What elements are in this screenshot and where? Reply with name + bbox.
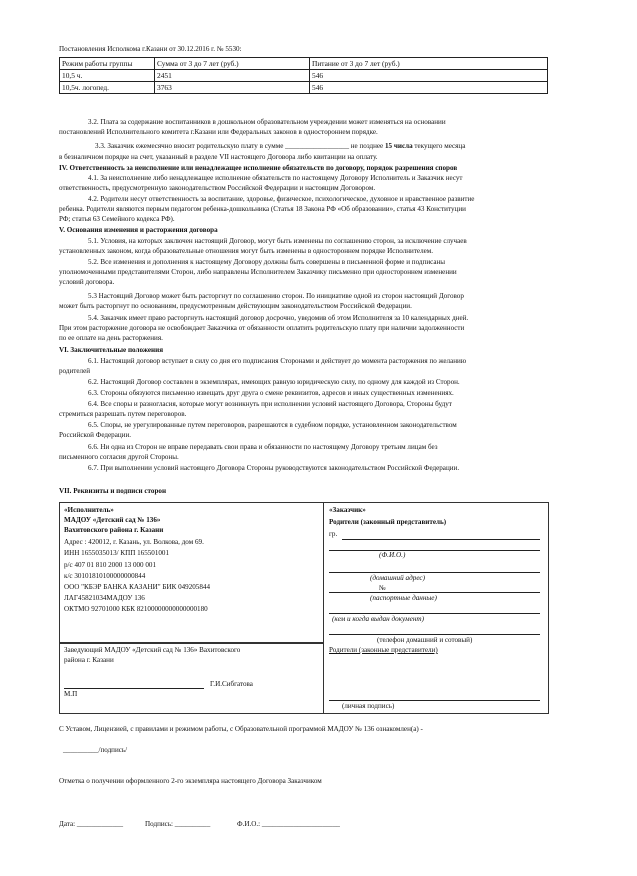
customer-box [323, 502, 549, 714]
header-food: Питание от 3 до 7 лет (руб.) [310, 58, 548, 70]
section-6-line: 6.6. Ни одна из Сторон не вправе передавать свои права и обязанности по настоящему Договору третьим лицам без [88, 443, 438, 451]
executor-account: р/с 407 01 810 2000 13 000 001 [64, 561, 157, 569]
executor-name-1: МАДОУ «Детский сад № 136» [64, 516, 161, 524]
cell-food: 546 [310, 70, 548, 82]
acknowledgement-signature[interactable]: __________/подпись/ [63, 746, 128, 754]
header-sum: Сумма от 3 до 7 лет (руб.) [155, 58, 310, 70]
customer-phone-caption: (телефон домашний и сотовый) [377, 636, 473, 644]
section-6-title: VI. Заключительные положения [59, 346, 164, 354]
cell-mode: 10,5ч. логопед. [60, 82, 155, 94]
customer-passport-line[interactable] [329, 592, 540, 593]
customer-address-caption: (домашний адрес) [370, 574, 426, 582]
table-row [60, 82, 548, 94]
customer-name-line[interactable] [342, 539, 540, 540]
section-5-line: 5.4. Заказчик имеет право расторгнуть настоящий договор досрочно, уведомив об этом Исполнителя за 10 календарных дней. [88, 314, 469, 322]
copy-receipt-note: Отметка о получении оформленного 2-го экземпляра настоящего Договора Заказчиком [59, 777, 322, 785]
customer-role: Родители (законный представитель) [329, 518, 447, 526]
section-4-line: ответственность, предусмотренную законодательством Российской Федерации и настоящим Договором. [59, 184, 376, 192]
executor-inn: ИНН 1655035013/ КПП 165501001 [64, 549, 170, 557]
section-5-line: 5.1. Условия, на которых заключен настоящий Договор, могут быть изменены по соглашению сторон, за исключение случаев [88, 237, 467, 245]
executor-address: Адрес : 420012, г. Казань, ул. Волкова, дом 69. [64, 538, 204, 546]
section-5-line: При этом расторжение договора не освобождает Заказчика от обязанности оплатить родительскую плату при наличии задолженности [59, 324, 465, 332]
para-3-2-line2: постановлений Исполнительного комитета г.Казани или Федеральных законов в одностороннем порядке. [59, 128, 378, 136]
section-5-line: может быть расторгнут по основаниям, предусмотренным действующим законодательством Российской Федерации. [59, 302, 412, 310]
section-6-line: 6.2. Настоящий Договор составлен в экземплярах, имеющих равную юридическую силу, по одному для каждой из Сторон. [88, 378, 460, 386]
customer-label: «Заказчик» [329, 506, 366, 514]
cell-sum: 2451 [155, 70, 310, 82]
customer-issued-line[interactable] [329, 613, 540, 614]
fio-field[interactable]: Ф.И.О.: ______________________ [237, 820, 340, 828]
cell-sum: 3763 [155, 82, 310, 94]
section-6-line: 6.7. При выполнении условий настоящего Договора Стороны руководствуются законодательством Российской Федерации. [88, 464, 460, 472]
section-6-line: 6.4. Все споры и разногласия, которые могут возникнуть при исполнении условий настоящего Договора, Стороны будут [88, 400, 452, 408]
head-signature-line[interactable] [64, 688, 204, 689]
section-4-line: РФ; статья 63 Семейного кодекса РФ). [59, 215, 175, 223]
customer-phone-line[interactable] [329, 634, 540, 635]
para-3-3-line1 [95, 142, 465, 152]
customer-passport-no: № [379, 584, 386, 592]
stamp-label: М.П [64, 690, 78, 698]
head-line-2: района г. Казани [64, 656, 114, 664]
date-field[interactable]: Дата: _____________ [59, 820, 123, 828]
signature-field[interactable]: Подпись: __________ [145, 820, 211, 828]
parent-signature-line[interactable] [329, 700, 540, 701]
para-3-3-line2: в безналичном порядке на счет, указанный в разделе VII настоящего Договора либо квитанции на оплату. [59, 153, 378, 161]
acknowledgement: С Уставом, Лицензией, с правилами и режимом работы, с Образовательной программой МАДОУ № 136 ознакомлен(а) - [59, 725, 423, 733]
executor-name-2: Вахитовского района г. Казани [64, 526, 164, 534]
customer-gr-label: гр. [329, 530, 338, 538]
section-6-line: родителей [59, 367, 91, 375]
customer-passport-caption: (паспортные данные) [370, 594, 437, 602]
parent-signature-caption: (личная подпись) [342, 702, 395, 710]
customer-name-line-2[interactable] [329, 550, 540, 551]
section-6-line: 6.5. Споры, не урегулированные путем переговоров, разрешаются в судебном порядке, установленном законодательством [88, 421, 457, 429]
resolution-ref: Постановления Исполкома г.Казани от 30.12.2016 г. № 5530: [59, 45, 242, 53]
section-6-line: 6.1. Настоящий договор вступает в силу со дня его подписания Сторонами и действует до момента расторжения по желанию [88, 357, 467, 365]
section-6-line: письменного согласия другой Стороны. [59, 453, 179, 461]
payment-deadline: 15 числа [384, 142, 413, 150]
parents-label: Родители (законные представители) [329, 646, 438, 654]
section-5-line: по ее оплате на день расторжения. [59, 334, 163, 342]
cell-food: 546 [310, 82, 548, 94]
executor-personal-account: ЛАГ45821034МАДОУ 136 [64, 594, 145, 602]
section-6-line: Российской Федерации. [59, 431, 132, 439]
executor-corr-account: к/с 30101810100000000844 [64, 572, 146, 580]
fee-table [59, 57, 548, 94]
section-5-line: 5.2. Все изменения и дополнения к настоящему Договору должны быть совершены в письменной форме и подписаны [88, 258, 446, 266]
head-line-1: Заведующий МАДОУ «Детский сад № 136» Вахитовского [64, 646, 241, 654]
section-5-line: установленных законом, когда образовательные отношения могут быть изменены в одностороннем порядке Исполнителем. [59, 247, 434, 255]
section-7-title: VII. Реквизиты и подписи сторон [59, 487, 167, 495]
section-4-line: ребенка. Родители являются первым педагогом ребенка-дошкольника (Статья 18 Закона РФ «Об образовании», статья 43 Конституции [59, 205, 466, 213]
customer-fio-caption: (Ф.И.О.) [379, 551, 406, 559]
para-3-2-line1: 3.2. Плата за содержание воспитанников в дошкольном образовательном учреждении может изменяться на основании [88, 118, 446, 126]
cell-mode: 10,5 ч. [60, 70, 155, 82]
section-4-line: 4.1. За неисполнение либо ненадлежащее исполнение обязательств по настоящему Договору Исполнитель и Заказчик несут [88, 174, 463, 182]
section-5-line: условий договора. [59, 278, 115, 286]
executor-label: «Исполнитель» [64, 506, 114, 514]
section-6-line: 6.3. Стороны обязуются письменно извещать друг друга о смене реквизитов, адресов и иных существенных изменениях. [88, 389, 454, 397]
section-5-title: V. Основания изменения и расторжения договора [59, 226, 218, 234]
para-3-3-text-end: текущего месяца [412, 142, 466, 150]
section-4-line: 4.2. Родители несут ответственность за воспитание, здоровье, физическое, психологическое, духовное и нравственное развитие [88, 195, 475, 203]
section-6-line: стремиться разрешать путем переговоров. [59, 410, 187, 418]
executor-bank: ООО "КБЭР БАНКА КАЗАНИ" БИК 049205844 [64, 583, 210, 591]
fee-table-header [60, 58, 548, 70]
customer-issued-caption: (кем и когда выдан документ) [332, 615, 424, 623]
executor-oktmo: ОКТМО 92701000 КБК 82100000000000000180 [64, 605, 208, 613]
section-4-title: IV. Ответственность за неисполнение или ненадлежащее исполнение обязательств по договору, порядок разрешения споров [59, 164, 458, 172]
header-mode: Режим работы группы [60, 58, 155, 70]
table-row [60, 70, 548, 82]
section-5-line: уполномоченными представителями Сторон, либо направлены Исполнителем Заказчику письменно при одностороннем изменении [59, 268, 457, 276]
head-signer: Г.И.Сибгатова [210, 680, 253, 688]
customer-address-line[interactable] [329, 572, 540, 573]
section-5-line: 5.3 Настоящий Договор может быть расторгнут по соглашению сторон. По инициативе одной из сторон настоящий Договор [88, 292, 464, 300]
para-3-3-text: 3.3. Заказчик ежемесячно вносит родительскую плату в сумме __________________ не позднее [95, 142, 385, 150]
